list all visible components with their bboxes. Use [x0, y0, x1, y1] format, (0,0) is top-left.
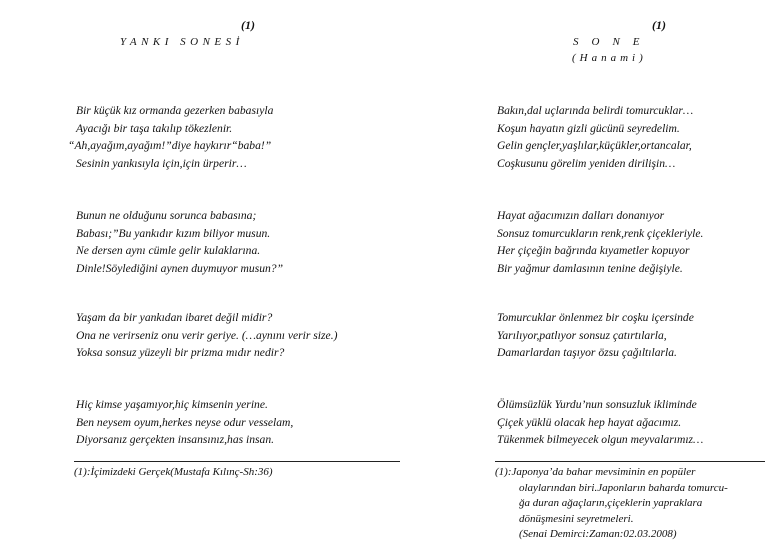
left-footnote-marker: (1)	[241, 18, 255, 32]
poem-line: Ona ne verirseniz onu verir geriye. (…aynını verir size.)	[76, 328, 338, 342]
footnote-line: (1):Japonya’da bahar mevsiminin en popüler	[495, 466, 696, 478]
poem-line: Tükenmek bilmeyecek olgun meyvalarımız…	[497, 433, 704, 447]
left-poem-title: YANKI SONESİ	[120, 36, 244, 48]
poem-line: Ölümsüzlük Yurdu’nun sonsuzluk ikliminde	[497, 398, 697, 411]
poem-line: Bakın,dal uçlarında belirdi tomurcuklar…	[497, 104, 694, 117]
poem-line: Sonsuz tomurcukların renk,renk çiçekleriyle.	[497, 226, 704, 240]
left-footnote-divider	[74, 461, 400, 462]
right-poem-subtitle: (Hanami)	[572, 52, 647, 64]
poem-line: Hayat ağacımızın dalları donanıyor	[497, 209, 665, 222]
poem-line: Bir küçük kız ormanda gezerken babasıyla	[76, 104, 274, 117]
poem-line: Sesinin yankısıyla için,için ürperir…	[76, 156, 247, 170]
poem-line: Her çiçeğin bağrında kıyametler kopuyor	[497, 244, 690, 258]
right-footnote-marker: (1)	[652, 18, 666, 32]
left-stanza-4	[76, 396, 293, 449]
footnote-line: (1):İçimizdeki Gerçek(Mustafa Kılınç-Sh:36)	[74, 466, 273, 478]
right-footnote-divider	[495, 461, 765, 462]
poem-line: Ayacığı bir taşa takılıp tökezlenir.	[76, 121, 233, 135]
poem-line: Damarlardan taşıyor özsu çağıltılarla.	[497, 346, 677, 360]
poem-line: Ben neysem oyum,herkes neyse odur vesselam,	[76, 415, 294, 429]
poem-line: Bunun ne olduğunu sorunca babasına;	[76, 209, 257, 222]
right-stanza-1	[497, 102, 693, 172]
poem-line: “Ah,ayağım,ayağım!”diye haykırır“baba!”	[68, 139, 272, 153]
poem-line: Çiçek yüklü olacak hep hayat ağacımız.	[497, 415, 682, 429]
right-stanza-3	[497, 309, 694, 362]
poem-line: Tomurcuklar önlenmez bir coşku içersinde	[497, 311, 694, 324]
right-poem-title: SONE	[573, 36, 653, 48]
poem-line: Yaşam da bir yankıdan ibaret değil midir?	[76, 311, 273, 324]
left-stanza-1	[68, 102, 274, 172]
right-stanza-2	[497, 207, 703, 277]
poem-line: Ne dersen aynı cümle gelir kulaklarına.	[76, 244, 261, 258]
poem-line: Babası;”Bu yankıdır kızım biliyor musun.	[76, 226, 271, 240]
left-stanza-2	[76, 207, 283, 277]
poem-line: Coşkusunu görelim yeniden dirilişin…	[497, 156, 676, 170]
right-footnote	[495, 465, 728, 543]
footnote-line: dönüşmesini seyretmeleri.	[519, 512, 634, 525]
footnote-line: (Senai Demirci:Zaman:02.03.2008)	[519, 528, 677, 540]
footnote-line: ğa duran ağaçların,çiçeklerin yapraklara	[519, 497, 703, 509]
poem-line: Yoksa sonsuz yüzeyli bir prizma mıdır nedir?	[76, 346, 285, 360]
poem-line: Gelin gençler,yaşlılar,küçükler,ortancalar,	[497, 139, 692, 153]
poem-line: Koşun hayatın gizli gücünü seyredelim.	[497, 121, 680, 135]
footnote-line: olaylarından biri.Japonların baharda tomurcu-	[519, 481, 728, 494]
poem-line: Yarılıyor,patlıyor sonsuz çatırtılarla,	[497, 328, 667, 342]
poem-line: Diyorsanız gerçekten insansınız,has insan.	[76, 433, 275, 447]
poem-line: Hiç kimse yaşamıyor,hiç kimsenin yerine.	[76, 398, 268, 411]
left-footnote	[74, 465, 273, 481]
left-stanza-3	[76, 309, 337, 362]
poem-line: Dinle!Söylediğini aynen duymuyor musun?”	[76, 261, 284, 275]
right-stanza-4	[497, 396, 703, 449]
poem-line: Bir yağmur damlasının tenine değişiyle.	[497, 261, 683, 275]
